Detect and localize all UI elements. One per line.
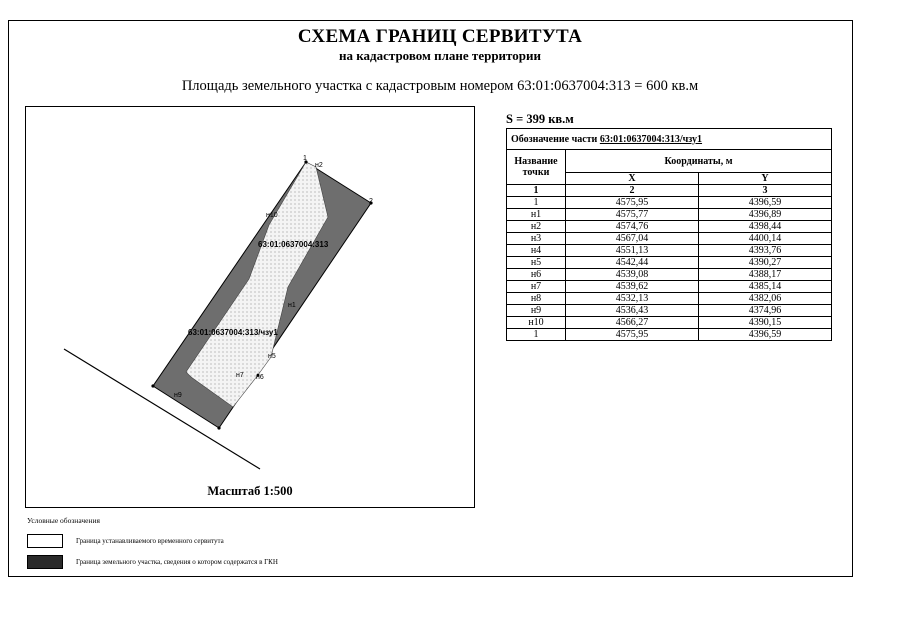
point-label-n5: н5 [268,353,276,360]
cell-x: 4539,08 [566,269,699,281]
table-row [507,221,832,233]
point-label-2: 2 [369,198,373,205]
col-num-1: 1 [507,185,566,197]
point-label-1: 1 [303,155,307,162]
area-statement: Площадь земельного участка с кадастровым номером 63:01:0637004:313 = 600 кв.м [181,78,699,94]
parcel-number-label: 63:01:0637004:313 [258,240,329,249]
cell-y: 4396,59 [698,329,831,341]
map-scale: Масштаб 1:500 [207,484,293,498]
point-marker [217,426,220,429]
point-label-n7: н7 [236,372,244,379]
cell-y: 4393,76 [698,245,831,257]
cell-name: 1 [507,329,566,341]
cell-name: н9 [507,305,566,317]
cell-name: н10 [507,317,566,329]
coordinate-rows [507,197,832,341]
col-x-header: X [566,173,699,185]
col-num-2: 2 [566,185,699,197]
table-row [507,245,832,257]
coordinates-table [506,128,832,341]
servitude-area-label: S = 399 кв.м [506,112,574,126]
col-coords-header: Координаты, м [566,150,832,173]
point-label-n6: н6 [256,374,264,381]
col-y-header: Y [698,173,831,185]
legend-title: Условные обозначения [27,516,100,525]
cell-x: 4532,13 [566,293,699,305]
page-subtitle: на кадастровом плане территории [339,48,541,63]
cell-x: 4551,13 [566,245,699,257]
cell-y: 4382,06 [698,293,831,305]
cell-y: 4396,59 [698,197,831,209]
cell-x: 4575,77 [566,209,699,221]
point-label-n2: н2 [315,162,323,169]
cell-name: 1 [507,197,566,209]
table-row [507,317,832,329]
legend-item-servitude: Граница устанавливаемого временного сервитута [76,537,224,545]
cell-x: 4575,95 [566,197,699,209]
cell-name: н7 [507,281,566,293]
cell-x: 4566,27 [566,317,699,329]
cell-y: 4390,15 [698,317,831,329]
part-number: 63:01:0637004:313/чзу1 [599,133,703,145]
table-row [507,305,832,317]
cell-y: 4390,27 [698,257,831,269]
cell-name: н2 [507,221,566,233]
cell-y: 4398,44 [698,221,831,233]
cell-x: 4567,04 [566,233,699,245]
cell-name: н1 [507,209,566,221]
table-row [507,293,832,305]
point-marker [151,384,154,387]
part-designation: Обозначение части 63:01:0637004:313/чзу1 [507,129,832,150]
table-row [507,269,832,281]
parcel-map [26,107,476,509]
cell-x: 4536,43 [566,305,699,317]
cell-y: 4396,89 [698,209,831,221]
table-row [507,233,832,245]
cell-x: 4574,76 [566,221,699,233]
table-row [507,209,832,221]
point-label-n1: н1 [288,302,296,309]
cell-x: 4575,95 [566,329,699,341]
cell-x: 4539,62 [566,281,699,293]
col-num-3: 3 [698,185,831,197]
legend-item-parcel: Граница земельного участка, сведения о котором содержатся в ГКН [76,558,278,566]
table-row [507,257,832,269]
cell-name: н4 [507,245,566,257]
cell-name: н8 [507,293,566,305]
col-point-header: Название точки [507,150,566,185]
cell-name: н5 [507,257,566,269]
cell-name: н3 [507,233,566,245]
point-label-n10: н10 [266,212,278,219]
cell-y: 4388,17 [698,269,831,281]
cell-y: 4374,96 [698,305,831,317]
legend-swatch-servitude [27,534,63,548]
cell-x: 4542,44 [566,257,699,269]
cell-y: 4385,14 [698,281,831,293]
table-row [507,329,832,341]
servitude-number-label: 63:01:0637004:313/чзу1 [188,328,278,337]
point-label-n9: н9 [174,392,182,399]
cell-y: 4400,14 [698,233,831,245]
table-row [507,197,832,209]
map-panel [25,106,475,508]
table-row [507,281,832,293]
legend-swatch-parcel [27,555,63,569]
cell-name: н6 [507,269,566,281]
page-title: СХЕМА ГРАНИЦ СЕРВИТУТА [297,26,583,47]
